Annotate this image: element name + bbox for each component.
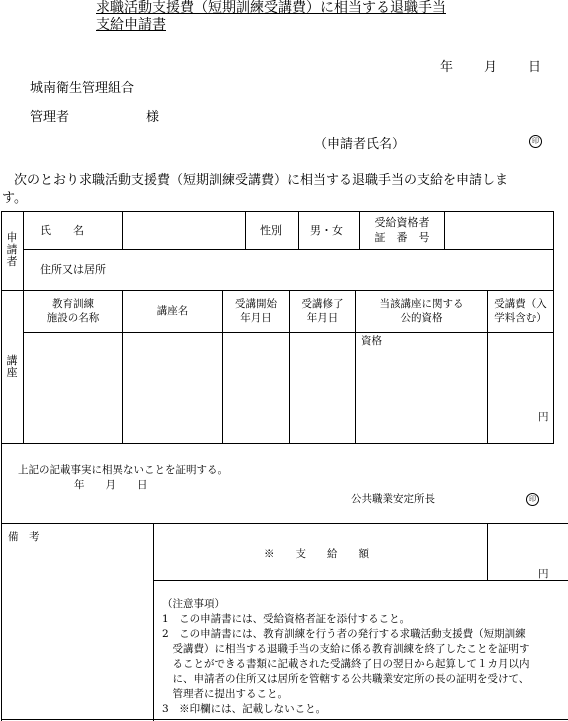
notes-line-5: に、申請者の住所又は居所を管轄する公共職業安定所の長の証明を受けて、 <box>162 673 530 685</box>
document-title-line2: 支給申請書 <box>96 17 166 33</box>
intro-text-line2: す。 <box>2 191 27 206</box>
gender-choice[interactable]: 男・女 <box>310 224 343 237</box>
applicant-seal-mark: 印 <box>529 135 542 148</box>
end-date-header-1: 受講修了 <box>301 298 344 310</box>
payment-amount-label: ※ 支 給 額 <box>264 548 369 560</box>
remarks-label: 備 考 <box>8 531 40 543</box>
start-date-field[interactable] <box>225 335 287 441</box>
notes-line-7: 3 ※印欄には、記載しないこと。 <box>162 703 327 715</box>
applicant-name-label: （申請者氏名） <box>314 137 406 152</box>
intro-text-line1: 次のとおり求職活動支援費（短期訓練受講費）に相当する退職手当の支給を申請しま <box>14 173 509 188</box>
qualification-header-1: 当該講座に関する <box>379 298 464 310</box>
remarks-field[interactable] <box>4 546 151 716</box>
start-date-header-1: 受講開始 <box>235 298 277 310</box>
notes-line-2: 2 この申請書には、教育訓練を行う者の発行する求職活動支援費（短期訓練 <box>162 628 526 640</box>
end-date-field[interactable] <box>292 335 353 441</box>
addressee-honorific: 様 <box>146 110 160 125</box>
date-month-label: 月 <box>484 60 498 75</box>
addressee-manager: 管理者 <box>30 110 70 125</box>
qualification-field[interactable] <box>358 348 485 441</box>
addressee-organization: 城南衛生管理組合 <box>30 81 135 96</box>
start-date-header-2: 年月日 <box>240 312 272 324</box>
fee-header-1: 受講費（入 <box>494 298 547 310</box>
name-field[interactable] <box>126 214 243 248</box>
address-label: 住所又は居所 <box>40 263 106 276</box>
fee-yen-unit: 円 <box>538 411 549 423</box>
qualification-cell-label: 資格 <box>361 335 382 347</box>
end-date-header-2: 年月日 <box>306 312 339 324</box>
date-day-label: 日 <box>528 60 542 75</box>
notes-line-6: 管理者に提出すること。 <box>162 688 288 700</box>
name-label: 氏 名 <box>40 224 84 237</box>
notes-line-3: 受講費）に相当する退職手当の支給に係る教育訓練を終了したことを証明す <box>162 643 530 655</box>
gender-label: 性別 <box>260 224 282 237</box>
fee-field[interactable] <box>490 335 551 410</box>
notes-block <box>162 597 530 717</box>
date-year-label: 年 <box>440 60 454 75</box>
notes-line-4: ることができる書類に記載された受講終了日の翌日から起算して１カ月以内 <box>162 658 530 670</box>
facility-header-2: 施設の名称 <box>46 312 100 324</box>
applicant-side-label: 申請者 <box>6 231 18 268</box>
course-name-header: 講座名 <box>156 305 189 317</box>
facility-header-1: 教育訓練 <box>52 298 94 310</box>
notes-line-1: 1 この申請書には、受給資格者証を添付すること。 <box>162 613 411 625</box>
course-name-field[interactable] <box>125 335 220 441</box>
employment-office-label: 公共職業安定所長 <box>351 493 435 505</box>
certification-statement: 上記の記載事実に相異ないことを証明する。 <box>18 464 228 476</box>
address-field[interactable] <box>126 252 550 288</box>
payment-yen-unit: 円 <box>538 568 549 580</box>
certificate-number-field[interactable] <box>447 214 551 248</box>
qualification-header-2: 公的資格 <box>400 312 443 324</box>
certification-date: 年 月 日 <box>74 479 148 491</box>
notes-heading: （注意事項） <box>162 598 225 610</box>
certificate-number-label-2: 証 番 号 <box>374 231 430 244</box>
certificate-number-label-1: 受給資格者 <box>374 216 430 229</box>
document-title-line1: 求職活動支援費（短期訓練受講費）に相当する退職手当 <box>96 0 446 16</box>
course-side-label: 講座 <box>6 354 18 379</box>
office-seal-mark: 印 <box>526 493 539 506</box>
facility-name-field[interactable] <box>26 335 120 441</box>
fee-header-2: 学料含む） <box>494 312 547 324</box>
